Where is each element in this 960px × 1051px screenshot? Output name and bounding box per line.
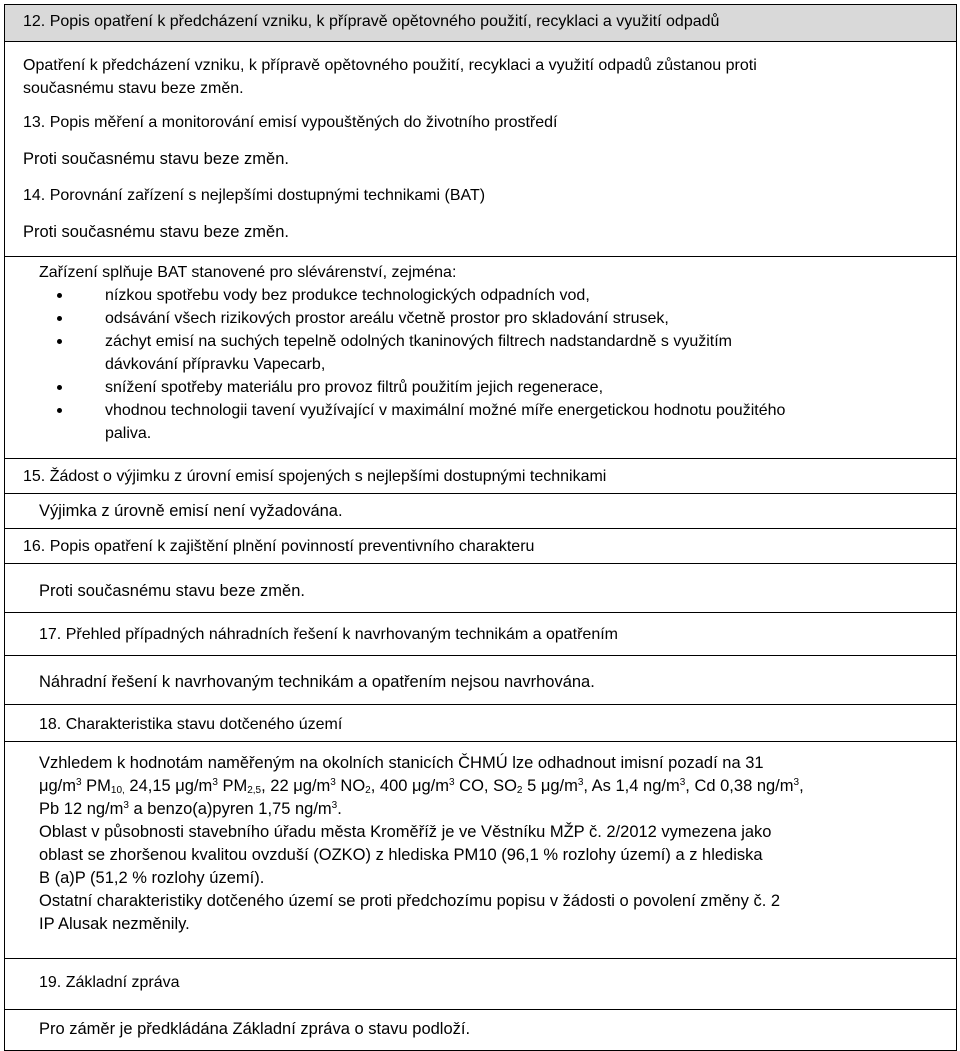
section-15-text: Výjimka z úrovně emisí není vyžadována. bbox=[39, 502, 343, 520]
section-18-body-row bbox=[5, 742, 957, 959]
section-12-text-line-2: současnému stavu beze změn. bbox=[23, 80, 244, 97]
section-16-text: Proti současnému stavu beze změn. bbox=[39, 582, 305, 600]
section-16-body-row bbox=[5, 564, 957, 613]
bullet-icon bbox=[57, 316, 62, 321]
section-19-heading: 19. Základní zpráva bbox=[39, 974, 180, 991]
section-19-body-row bbox=[5, 1010, 957, 1051]
section-15-body-row bbox=[5, 494, 957, 529]
section-19-text: Pro záměr je předkládána Základní zpráva o stavu podloží. bbox=[39, 1020, 471, 1038]
section-17-text: Náhradní řešení k navrhovaným technikám a opatřením nejsou navrhována. bbox=[39, 673, 595, 691]
section-18-header-row bbox=[5, 705, 957, 742]
ozko-line-2: oblast se zhoršenou kvalitou ovzduší (OZKO) z hlediska PM10 (96,1 % rozlohy území) a z hlediska bbox=[39, 846, 763, 864]
other-characteristics-line-2: IP Alusak nezměnily. bbox=[39, 915, 190, 933]
section-18-heading: 18. Charakteristika stavu dotčeného území bbox=[39, 716, 343, 733]
bat-list-item: záchyt emisí na suchých tepelně odolných tkaninových filtrech nadstandardně s využitím dávkování přípravku Vapecarb, bbox=[5, 330, 956, 376]
section-16-header-row bbox=[5, 529, 957, 564]
section-13-text: Proti současnému stavu beze změn. bbox=[23, 150, 289, 168]
bat-intro: Zařízení splňuje BAT stanovené pro slévárenství, zejména: bbox=[39, 264, 457, 281]
bat-list-item: odsávání všech rizikových prostor areálu včetně prostor pro skladování strusek, bbox=[5, 307, 956, 330]
bullet-icon bbox=[57, 408, 62, 413]
air-quality-line-1: Vzhledem k hodnotám naměřeným na okolních stanicích ČHMÚ lze odhadnout imisní pozadí na 31 bbox=[39, 754, 764, 772]
section-15-heading: 15. Žádost o výjimku z úrovní emisí spojených s nejlepšími dostupnými technikami bbox=[23, 468, 607, 485]
section-17-body-row bbox=[5, 656, 957, 705]
section-14-bat-row bbox=[5, 257, 957, 459]
ozko-line-3: B (a)P (51,2 % rozlohy území). bbox=[39, 869, 265, 887]
section-14-text: Proti současnému stavu beze změn. bbox=[23, 223, 289, 241]
section-14-heading: 14. Porovnání zařízení s nejlepšími dostupnými technikami (BAT) bbox=[23, 187, 486, 204]
ozko-line-1: Oblast v působnosti stavebního úřadu města Kroměříž je ve Věstníku MŽP č. 2/2012 vymezena jako bbox=[39, 823, 772, 841]
section-17-heading: 17. Přehled případných náhradních řešení k navrhovaným technikám a opatřením bbox=[39, 626, 618, 643]
section-12-heading: 12. Popis opatření k předcházení vzniku, k přípravě opětovného použití, recyklaci a využití odpadů bbox=[23, 13, 720, 30]
bat-list bbox=[5, 284, 956, 445]
bat-list-item: snížení spotřeby materiálu pro provoz filtrů použitím jejich regenerace, bbox=[5, 376, 956, 399]
bat-list-item: nízkou spotřebu vody bez produkce technologických odpadních vod, bbox=[5, 284, 956, 307]
bullet-icon bbox=[57, 385, 62, 390]
section-13-heading: 13. Popis měření a monitorování emisí vypouštěných do životního prostředí bbox=[23, 114, 558, 131]
section-19-header-row bbox=[5, 959, 957, 1010]
section-15-header-row bbox=[5, 459, 957, 494]
section-17-header-row bbox=[5, 613, 957, 656]
bullet-icon bbox=[57, 293, 62, 298]
section-16-heading: 16. Popis opatření k zajištění plnění povinností preventivního charakteru bbox=[23, 538, 535, 555]
section-12-header-row bbox=[5, 5, 957, 42]
air-quality-line-3: Pb 12 $ng/m^3$ a benzo(a)pyren 1,75 $ng/m^3$. bbox=[39, 800, 342, 818]
section-12-body-row bbox=[5, 42, 957, 257]
section-12-text-line-1: Opatření k předcházení vzniku, k přípravě opětovného použití, recyklaci a využití odpadů zůstanou proti bbox=[23, 57, 757, 74]
air-quality-line-2: $\mu g/m^3$ $PM_{10,}$ 24,15 $\mu g/m^3$ $PM_{2,5}$, 22 $\mu g/m^3$ $NO_2$, 400 $\mu g/m^3$ CO, $SO_2$ 5 $\mu g/m^3$, As 1,4 $ng/m^3$, Cd 0,38 $ng/m^3$, bbox=[39, 777, 804, 796]
other-characteristics-line-1: Ostatní charakteristiky dotčeného území se proti předchozímu popisu v žádosti o povolení změny č. 2 bbox=[39, 892, 781, 910]
document-table bbox=[4, 4, 957, 1051]
bat-list-item: vhodnou technologii tavení využívající v maximální možné míře energetickou hodnotu použitého paliva. bbox=[5, 399, 956, 445]
bullet-icon bbox=[57, 339, 62, 344]
